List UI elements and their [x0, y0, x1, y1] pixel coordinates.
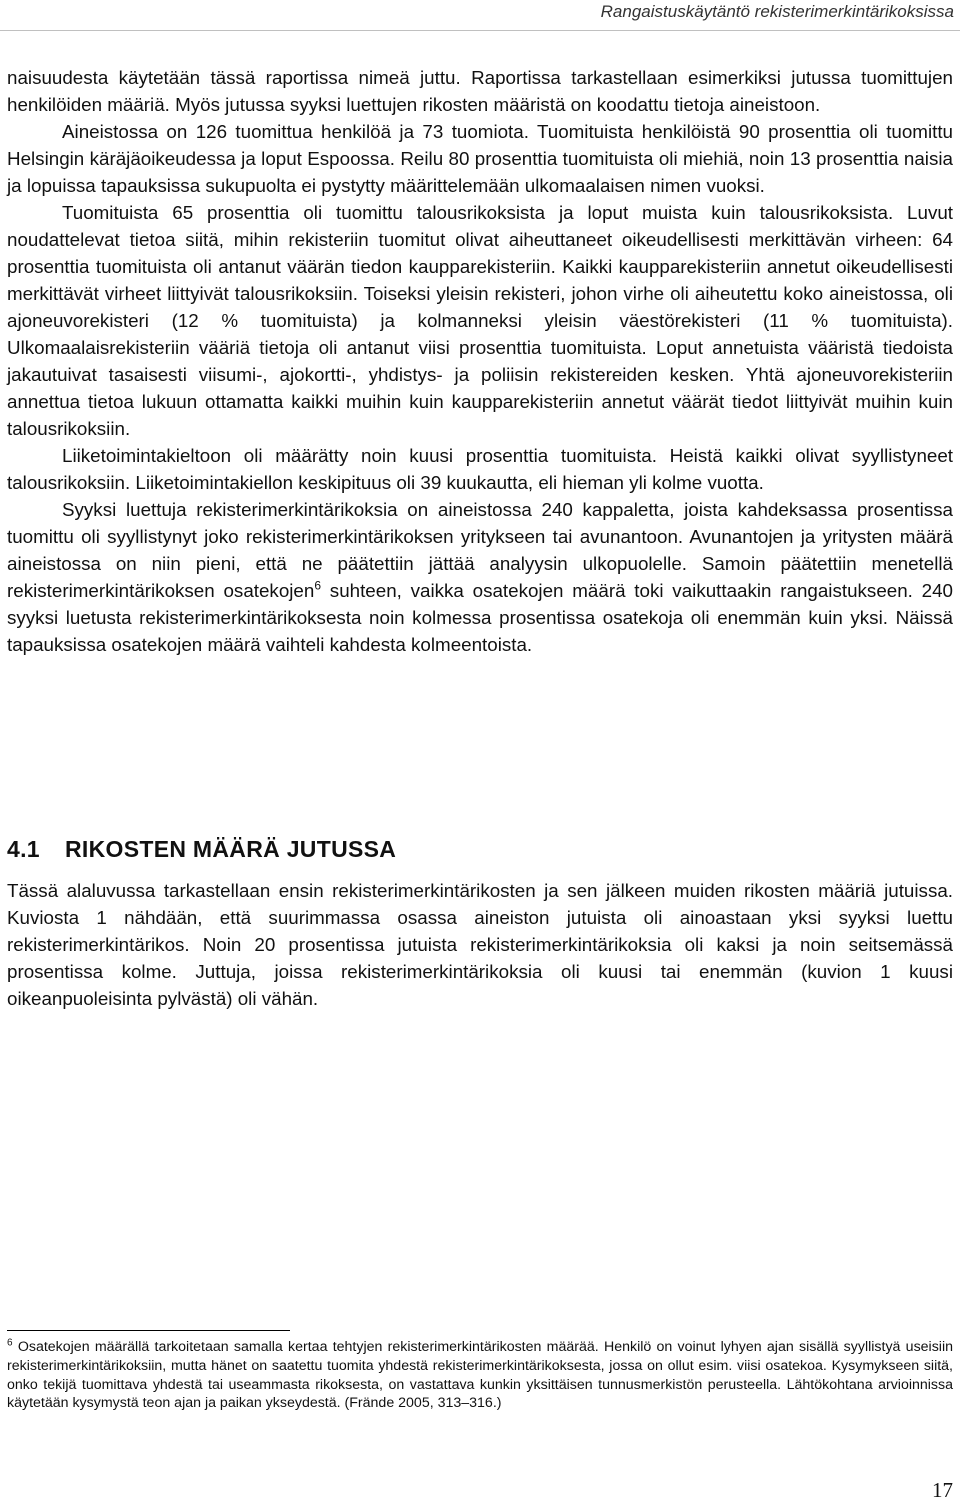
- footnote-reference: 6: [314, 578, 322, 593]
- section-title: RIKOSTEN MÄÄRÄ JUTUSSA: [65, 836, 397, 862]
- page-number: 17: [932, 1478, 953, 1502]
- body-text: [7, 64, 953, 658]
- footnote-marker: 6: [7, 1337, 13, 1349]
- paragraph: Liiketoimintakieltoon oli määrätty noin kuusi prosenttia tuomituista. Heistä kaikki olivat syyllistyneet talousrikoksiin. Liiketoimintakiellon keskipituus oli 39 kuukautta, eli hieman yli kolme vuotta.: [7, 445, 953, 493]
- paragraph-text: Syyksi luettuja rekisterimerkintärikoksia on aineistossa 240 kappaletta, joista kahdeksassa prosentissa tuomittu oli syyllistynyt joko rekisterimerkintärikoksen yritykseen tai avunantoon. Avunantojen ja yritysten määrä aineistossa on niin pieni, että ne päätettiin jättää analyysin ulkopuolelle. Samoin päätettiin menetellä rekisterimerkintärikoksen osatekojen: [7, 499, 953, 601]
- paragraph: Aineistossa on 126 tuomittua henkilöä ja 73 tuomiota. Tuomituista henkilöistä 90 prosenttia oli tuomittu Helsingin käräjäoikeudessa ja loput Espoossa. Reilu 80 prosenttia tuomituista oli miehiä, noin 13 prosenttia naisia ja lopuissa tapauksissa sukupuolta ei pystytty määrittelemään ulkomaalaisen nimen vuoksi.: [7, 121, 953, 196]
- footnote-rule: [7, 1330, 290, 1331]
- paragraph: Tässä alaluvussa tarkastellaan ensin rekisterimerkintärikosten ja sen jälkeen muiden rikosten määriä jutuissa. Kuviosta 1 nähdään, että suurimmassa osassa aineiston jutuista oli ainoastaan yksi syyksi luettu rekisterimerkintärikos. Noin 20 prosentissa jutuista rekisterimerkintärikoksia oli kaksi ja noin seitsemässä prosentissa kolme. Juttuja, joissa rekisterimerkintärikoksia oli kuusi tai enemmän (kuvion 1 kuusi oikeanpuoleisinta pylvästä) oli vähän.: [7, 880, 953, 1009]
- section-number: 4.1: [7, 836, 40, 862]
- paragraph: naisuudesta käytetään tässä raportissa nimeä juttu. Raportissa tarkastellaan esimerkiksi jutussa tuomittujen henkilöiden määriä. Myös jutussa syyksi luettujen rikosten määristä on koodattu tietoja aineistoon.: [7, 67, 953, 115]
- footnote-text: [7, 1338, 953, 1413]
- running-header: Rangaistuskäytäntö rekisterimerkintärikoksissa: [600, 2, 954, 21]
- paragraph: [7, 496, 953, 658]
- footnote-body: Osatekojen määrällä tarkoitetaan samalla kertaa tehtyjen rekisterimerkintärikosten määrää. Henkilö on voinut lyhyen ajan sisällä syyllistyä useisiin rekisterimerkintärikoksiin, mutta hänet on saatettu tuomita yhdestä rekisterimerkintärikoksesta, jossa on ollut esim. viisi osatekoa. Kysymykseen siitä, onko tekijä tuomittava yhdestä tai useammasta rikoksesta, on vastattava kunkin yksittäisen tunnusmerkistön perusteella. Lähtökohtana arvioinnissa käytetään kysymystä teon ajan ja paikan ykseydestä. (Frände 2005, 313–316.): [7, 1339, 953, 1412]
- section-heading: [7, 836, 396, 863]
- section-text: [7, 877, 953, 1012]
- paragraph-text: suhteen, vaikka osatekojen määrä toki vaikuttaakin rangaistukseen. 240 syyksi luetusta rekisterimerkintärikoksesta noin kolmessa prosentissa osatekoja oli enemmän kuin yksi. Näissä tapauksissa osatekojen määrä vaihteli kahdesta kolmeentoista.: [7, 580, 953, 655]
- footnote: [7, 1338, 953, 1413]
- header-rule: [0, 30, 960, 31]
- paragraph: Tuomituista 65 prosenttia oli tuomittu talousrikoksista ja loput muista kuin talousrikoksista. Luvut noudattelevat tietoa siitä, mihin rekisteriin tuomitut olivat aiheuttaneet oikeudellisesti merkittävän virheen: 64 prosenttia tuomituista oli antanut väärän tiedon kaupparekisteriin. Kaikki kaupparekisteriin annetut oikeudellisesti merkittävät virheet liittyivät talousrikoksiin. Toiseksi yleisin rekisteri, johon virhe oli aiheutettu koko aineistossa, oli ajoneuvorekisteri (12 % tuomituista) ja kolmanneksi yleisin väestörekisteri (11 % tuomituista). Ulkomaalaisrekisteriin vääriä tietoja oli antanut viisi prosenttia tuomituista. Loput annetuista vääristä tiedoista jakautuivat tasaisesti viisumi-, ajokortti-, yhdistys- ja poliisin rekistereiden kesken. Yhtä ajoneuvorekisteriin annettua tietoa lukuun ottamatta kaikki muihin kuin kaupparekisteriin annetut väärät tiedot liittyivät muihin kuin talousrikoksiin.: [7, 202, 953, 439]
